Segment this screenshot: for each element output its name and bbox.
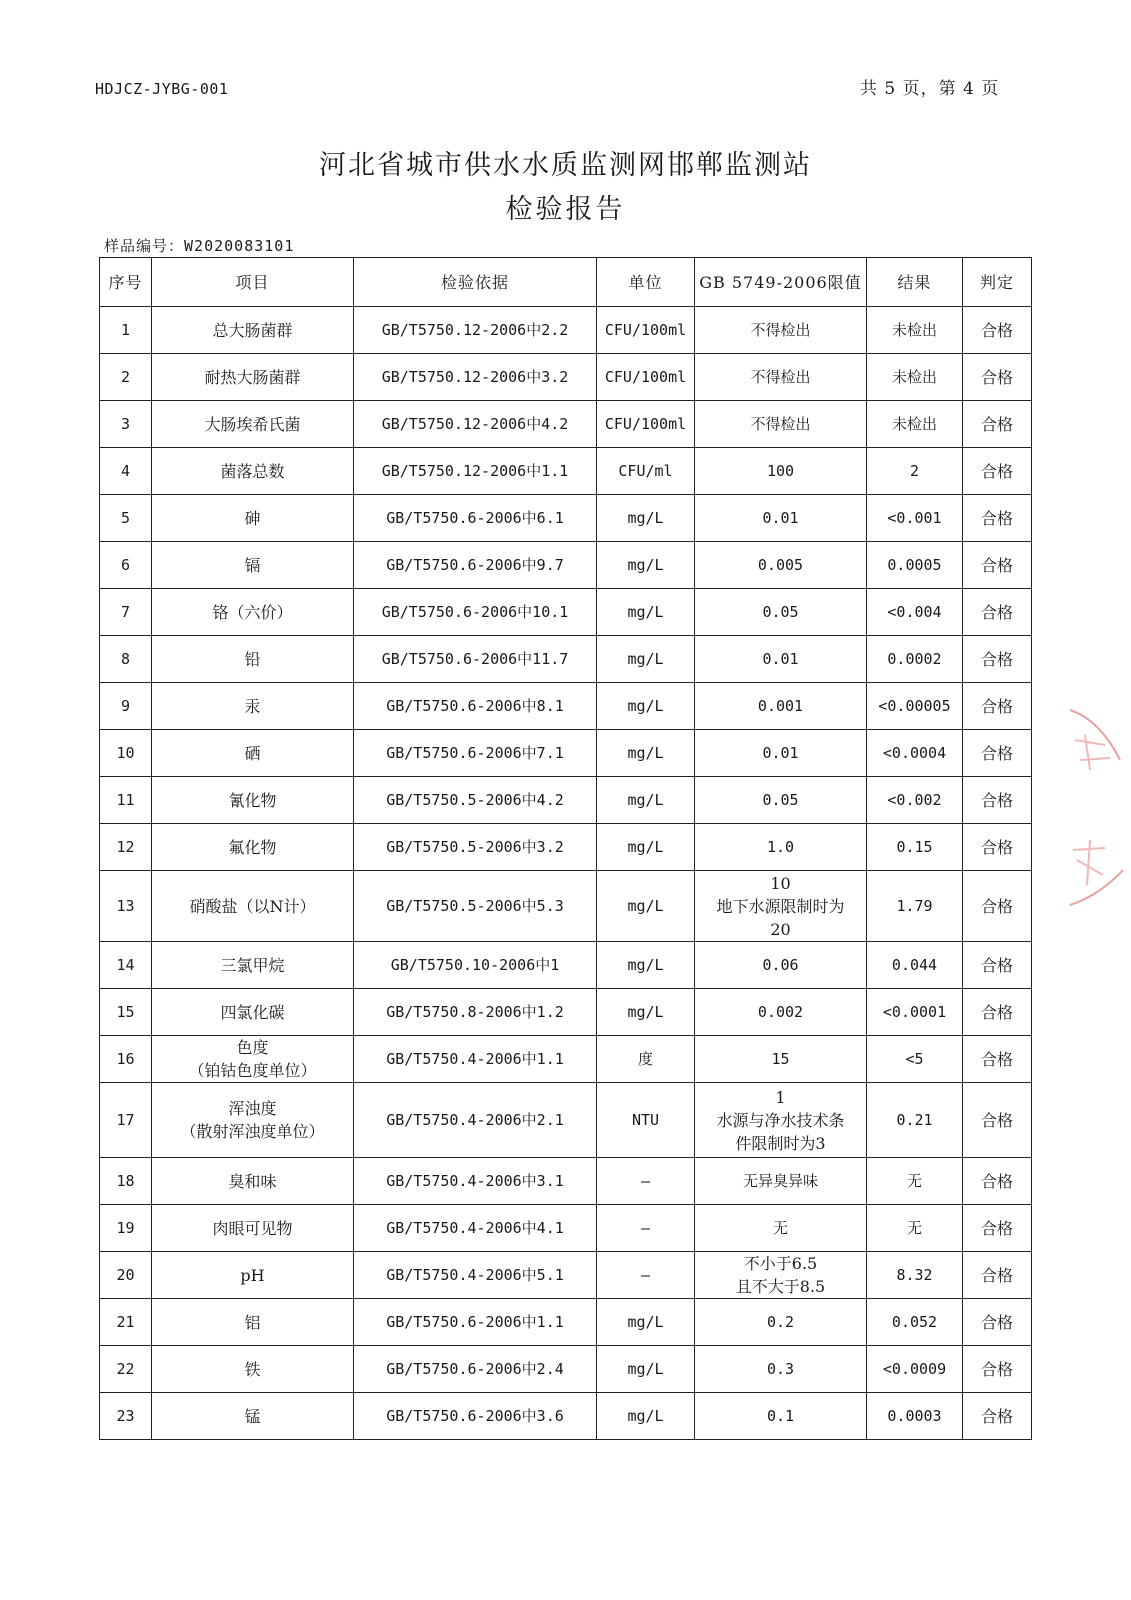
cell-unit: mg/L xyxy=(597,636,695,683)
cell-unit: mg/L xyxy=(597,542,695,589)
cell-verdict: 合格 xyxy=(963,1346,1032,1393)
cell-no: 5 xyxy=(100,495,152,542)
cell-limit-line: 水源与净水技术条 xyxy=(716,1110,845,1130)
cell-limit xyxy=(695,1252,867,1299)
cell-method: GB/T5750.6-2006中6.1 xyxy=(354,495,597,542)
cell-verdict: 合格 xyxy=(963,495,1032,542)
cell-unit: mg/L xyxy=(597,989,695,1036)
header-limit: GB 5749-2006限值 xyxy=(695,258,867,307)
cell-no: 6 xyxy=(100,542,152,589)
cell-unit: mg/L xyxy=(597,730,695,777)
table-row xyxy=(100,871,1032,942)
cell-result: <0.0001 xyxy=(867,989,963,1036)
cell-unit: mg/L xyxy=(597,683,695,730)
cell-method: GB/T5750.4-2006中2.1 xyxy=(354,1083,597,1158)
cell-item: 汞 xyxy=(152,683,354,730)
cell-method: GB/T5750.12-2006中1.1 xyxy=(354,448,597,495)
cell-method: GB/T5750.6-2006中11.7 xyxy=(354,636,597,683)
cell-item: 大肠埃希氏菌 xyxy=(152,401,354,448)
table-row xyxy=(100,1346,1032,1393)
cell-result: 0.0005 xyxy=(867,542,963,589)
table-row xyxy=(100,307,1032,354)
table-row xyxy=(100,401,1032,448)
cell-unit: NTU xyxy=(597,1083,695,1158)
cell-no: 20 xyxy=(100,1252,152,1299)
cell-unit: mg/L xyxy=(597,1299,695,1346)
cell-unit: — xyxy=(597,1205,695,1252)
cell-no: 19 xyxy=(100,1205,152,1252)
cell-method: GB/T5750.5-2006中4.2 xyxy=(354,777,597,824)
cell-limit: 0.05 xyxy=(695,589,867,636)
cell-method: GB/T5750.6-2006中2.4 xyxy=(354,1346,597,1393)
cell-unit: — xyxy=(597,1252,695,1299)
header-result: 结果 xyxy=(867,258,963,307)
cell-verdict: 合格 xyxy=(963,542,1032,589)
table-row xyxy=(100,1205,1032,1252)
cell-method: GB/T5750.6-2006中1.1 xyxy=(354,1299,597,1346)
cell-item: 砷 xyxy=(152,495,354,542)
cell-item: 氟化物 xyxy=(152,824,354,871)
cell-result: <0.0009 xyxy=(867,1346,963,1393)
cell-limit-line: 10 xyxy=(770,873,791,893)
cell-item-line: 浑浊度 xyxy=(228,1099,277,1118)
cell-item: 铁 xyxy=(152,1346,354,1393)
cell-result: 0.15 xyxy=(867,824,963,871)
cell-unit: CFU/100ml xyxy=(597,307,695,354)
cell-result: <0.0004 xyxy=(867,730,963,777)
page-info: 共 5 页，第 4 页 xyxy=(860,79,1000,99)
cell-limit: 0.001 xyxy=(695,683,867,730)
cell-method: GB/T5750.6-2006中9.7 xyxy=(354,542,597,589)
cell-no: 23 xyxy=(100,1393,152,1440)
cell-limit-line: 件限制时为3 xyxy=(735,1133,826,1153)
header-item: 项目 xyxy=(152,258,354,307)
cell-unit: CFU/100ml xyxy=(597,401,695,448)
cell-method: GB/T5750.4-2006中4.1 xyxy=(354,1205,597,1252)
cell-result: 未检出 xyxy=(867,354,963,401)
cell-limit-line: 地下水源限制时为 xyxy=(716,896,845,916)
cell-verdict: 合格 xyxy=(963,824,1032,871)
cell-item: 镉 xyxy=(152,542,354,589)
header-no: 序号 xyxy=(100,258,152,307)
cell-method: GB/T5750.4-2006中5.1 xyxy=(354,1252,597,1299)
cell-result: 0.052 xyxy=(867,1299,963,1346)
cell-no: 8 xyxy=(100,636,152,683)
cell-verdict: 合格 xyxy=(963,1299,1032,1346)
cell-unit: mg/L xyxy=(597,824,695,871)
cell-limit: 0.06 xyxy=(695,942,867,989)
cell-verdict: 合格 xyxy=(963,683,1032,730)
table-row xyxy=(100,1299,1032,1346)
cell-verdict: 合格 xyxy=(963,1393,1032,1440)
cell-verdict: 合格 xyxy=(963,730,1032,777)
cell-item: 臭和味 xyxy=(152,1158,354,1205)
table-row xyxy=(100,942,1032,989)
cell-item-line: 色度 xyxy=(236,1038,269,1057)
header-method: 检验依据 xyxy=(354,258,597,307)
cell-limit: 0.01 xyxy=(695,730,867,777)
cell-item: 三氯甲烷 xyxy=(152,942,354,989)
cell-unit: mg/L xyxy=(597,777,695,824)
cell-unit: — xyxy=(597,1158,695,1205)
table-row xyxy=(100,989,1032,1036)
cell-method: GB/T5750.6-2006中8.1 xyxy=(354,683,597,730)
cell-no: 21 xyxy=(100,1299,152,1346)
cell-verdict: 合格 xyxy=(963,307,1032,354)
cell-item xyxy=(152,1083,354,1158)
cell-limit: 0.01 xyxy=(695,495,867,542)
cell-method: GB/T5750.5-2006中5.3 xyxy=(354,871,597,942)
cell-item: pH xyxy=(152,1252,354,1299)
cell-unit: mg/L xyxy=(597,942,695,989)
inspection-table xyxy=(99,257,1032,1440)
cell-verdict: 合格 xyxy=(963,1083,1032,1158)
cell-limit: 无异臭异味 xyxy=(695,1158,867,1205)
table-header-row xyxy=(100,258,1032,307)
cell-verdict: 合格 xyxy=(963,1158,1032,1205)
cell-verdict: 合格 xyxy=(963,1205,1032,1252)
cell-result: 0.21 xyxy=(867,1083,963,1158)
table-row xyxy=(100,730,1032,777)
cell-verdict: 合格 xyxy=(963,942,1032,989)
sample-number-value: W2020083101 xyxy=(184,237,295,255)
cell-method: GB/T5750.12-2006中2.2 xyxy=(354,307,597,354)
cell-limit-line: 1 xyxy=(775,1087,786,1107)
header-verdict: 判定 xyxy=(963,258,1032,307)
cell-limit: 15 xyxy=(695,1036,867,1083)
cell-verdict: 合格 xyxy=(963,777,1032,824)
cell-result: <0.001 xyxy=(867,495,963,542)
cell-limit: 0.1 xyxy=(695,1393,867,1440)
cell-item: 硝酸盐（以N计） xyxy=(152,871,354,942)
cell-no: 12 xyxy=(100,824,152,871)
cell-method: GB/T5750.12-2006中4.2 xyxy=(354,401,597,448)
cell-item: 铅 xyxy=(152,636,354,683)
cell-method: GB/T5750.6-2006中7.1 xyxy=(354,730,597,777)
cell-item: 四氯化碳 xyxy=(152,989,354,1036)
cell-no: 2 xyxy=(100,354,152,401)
cell-method: GB/T5750.4-2006中1.1 xyxy=(354,1036,597,1083)
cell-limit xyxy=(695,1083,867,1158)
sample-number-label: 样品编号： xyxy=(104,237,185,255)
cell-unit: mg/L xyxy=(597,589,695,636)
cell-unit: mg/L xyxy=(597,871,695,942)
cell-limit-line: 且不大于8.5 xyxy=(735,1277,826,1296)
cell-result: 1.79 xyxy=(867,871,963,942)
table-row xyxy=(100,354,1032,401)
cell-no: 9 xyxy=(100,683,152,730)
table-row xyxy=(100,1393,1032,1440)
cell-limit: 0.05 xyxy=(695,777,867,824)
cell-no: 14 xyxy=(100,942,152,989)
cell-verdict: 合格 xyxy=(963,871,1032,942)
cell-no: 18 xyxy=(100,1158,152,1205)
table-row xyxy=(100,1083,1032,1158)
sample-number xyxy=(104,235,294,256)
cell-limit-line: 20 xyxy=(770,919,791,939)
cell-no: 3 xyxy=(100,401,152,448)
cell-verdict: 合格 xyxy=(963,1036,1032,1083)
cell-limit: 不得检出 xyxy=(695,354,867,401)
cell-item: 锰 xyxy=(152,1393,354,1440)
table-row xyxy=(100,542,1032,589)
cell-no: 15 xyxy=(100,989,152,1036)
cell-item: 肉眼可见物 xyxy=(152,1205,354,1252)
table-row xyxy=(100,1252,1032,1299)
table-body xyxy=(100,307,1032,1440)
cell-result: <5 xyxy=(867,1036,963,1083)
cell-method: GB/T5750.4-2006中3.1 xyxy=(354,1158,597,1205)
cell-item-line: （铂钴色度单位） xyxy=(188,1061,317,1080)
cell-no: 7 xyxy=(100,589,152,636)
report-title: 河北省城市供水水质监测网邯郸监测站 xyxy=(319,150,812,181)
cell-item: 铝 xyxy=(152,1299,354,1346)
cell-result: 未检出 xyxy=(867,401,963,448)
cell-result: <0.004 xyxy=(867,589,963,636)
cell-verdict: 合格 xyxy=(963,1252,1032,1299)
table-row xyxy=(100,1158,1032,1205)
table-row xyxy=(100,777,1032,824)
cell-verdict: 合格 xyxy=(963,354,1032,401)
cell-limit: 100 xyxy=(695,448,867,495)
cell-method: GB/T5750.8-2006中1.2 xyxy=(354,989,597,1036)
cell-item: 氰化物 xyxy=(152,777,354,824)
cell-result: 8.32 xyxy=(867,1252,963,1299)
cell-result: 2 xyxy=(867,448,963,495)
cell-verdict: 合格 xyxy=(963,636,1032,683)
cell-no: 17 xyxy=(100,1083,152,1158)
table-row xyxy=(100,589,1032,636)
cell-verdict: 合格 xyxy=(963,448,1032,495)
cell-result: 未检出 xyxy=(867,307,963,354)
cell-no: 11 xyxy=(100,777,152,824)
cell-result: 0.044 xyxy=(867,942,963,989)
cell-no: 22 xyxy=(100,1346,152,1393)
cell-result: 0.0003 xyxy=(867,1393,963,1440)
cell-verdict: 合格 xyxy=(963,401,1032,448)
table-row xyxy=(100,683,1032,730)
cell-limit: 0.002 xyxy=(695,989,867,1036)
cell-limit: 不得检出 xyxy=(695,401,867,448)
table-row xyxy=(100,448,1032,495)
cell-item: 铬（六价） xyxy=(152,589,354,636)
cell-limit xyxy=(695,871,867,942)
cell-method: GB/T5750.12-2006中3.2 xyxy=(354,354,597,401)
cell-method: GB/T5750.6-2006中3.6 xyxy=(354,1393,597,1440)
cell-unit: CFU/ml xyxy=(597,448,695,495)
cell-unit: CFU/100ml xyxy=(597,354,695,401)
cell-result: 0.0002 xyxy=(867,636,963,683)
cell-no: 4 xyxy=(100,448,152,495)
cell-limit: 无 xyxy=(695,1205,867,1252)
header-unit: 单位 xyxy=(597,258,695,307)
cell-item: 硒 xyxy=(152,730,354,777)
cell-unit: 度 xyxy=(597,1036,695,1083)
cell-item: 菌落总数 xyxy=(152,448,354,495)
table-row xyxy=(100,495,1032,542)
document-code: HDJCZ-JYBG-001 xyxy=(95,80,229,98)
cell-no: 16 xyxy=(100,1036,152,1083)
cell-result: 无 xyxy=(867,1158,963,1205)
table-row xyxy=(100,636,1032,683)
cell-limit: 1.0 xyxy=(695,824,867,871)
cell-result: <0.00005 xyxy=(867,683,963,730)
cell-no: 10 xyxy=(100,730,152,777)
cell-method: GB/T5750.10-2006中1 xyxy=(354,942,597,989)
cell-limit-line: 不小于6.5 xyxy=(743,1254,818,1273)
cell-limit: 0.3 xyxy=(695,1346,867,1393)
cell-verdict: 合格 xyxy=(963,589,1032,636)
cell-unit: mg/L xyxy=(597,495,695,542)
cell-no: 1 xyxy=(100,307,152,354)
cell-unit: mg/L xyxy=(597,1393,695,1440)
cell-result: 无 xyxy=(867,1205,963,1252)
cell-item: 耐热大肠菌群 xyxy=(152,354,354,401)
cell-limit: 不得检出 xyxy=(695,307,867,354)
report-subtitle: 检验报告 xyxy=(505,194,626,225)
cell-limit: 0.01 xyxy=(695,636,867,683)
cell-result: <0.002 xyxy=(867,777,963,824)
cell-limit: 0.2 xyxy=(695,1299,867,1346)
cell-limit: 0.005 xyxy=(695,542,867,589)
table-row xyxy=(100,824,1032,871)
cell-method: GB/T5750.5-2006中3.2 xyxy=(354,824,597,871)
cell-item xyxy=(152,1036,354,1083)
cell-verdict: 合格 xyxy=(963,989,1032,1036)
red-stamp-fragment xyxy=(1065,700,1125,920)
cell-item: 总大肠菌群 xyxy=(152,307,354,354)
cell-no: 13 xyxy=(100,871,152,942)
cell-item-line: （散射浑浊度单位） xyxy=(180,1122,325,1141)
cell-method: GB/T5750.6-2006中10.1 xyxy=(354,589,597,636)
cell-unit: mg/L xyxy=(597,1346,695,1393)
table-row xyxy=(100,1036,1032,1083)
